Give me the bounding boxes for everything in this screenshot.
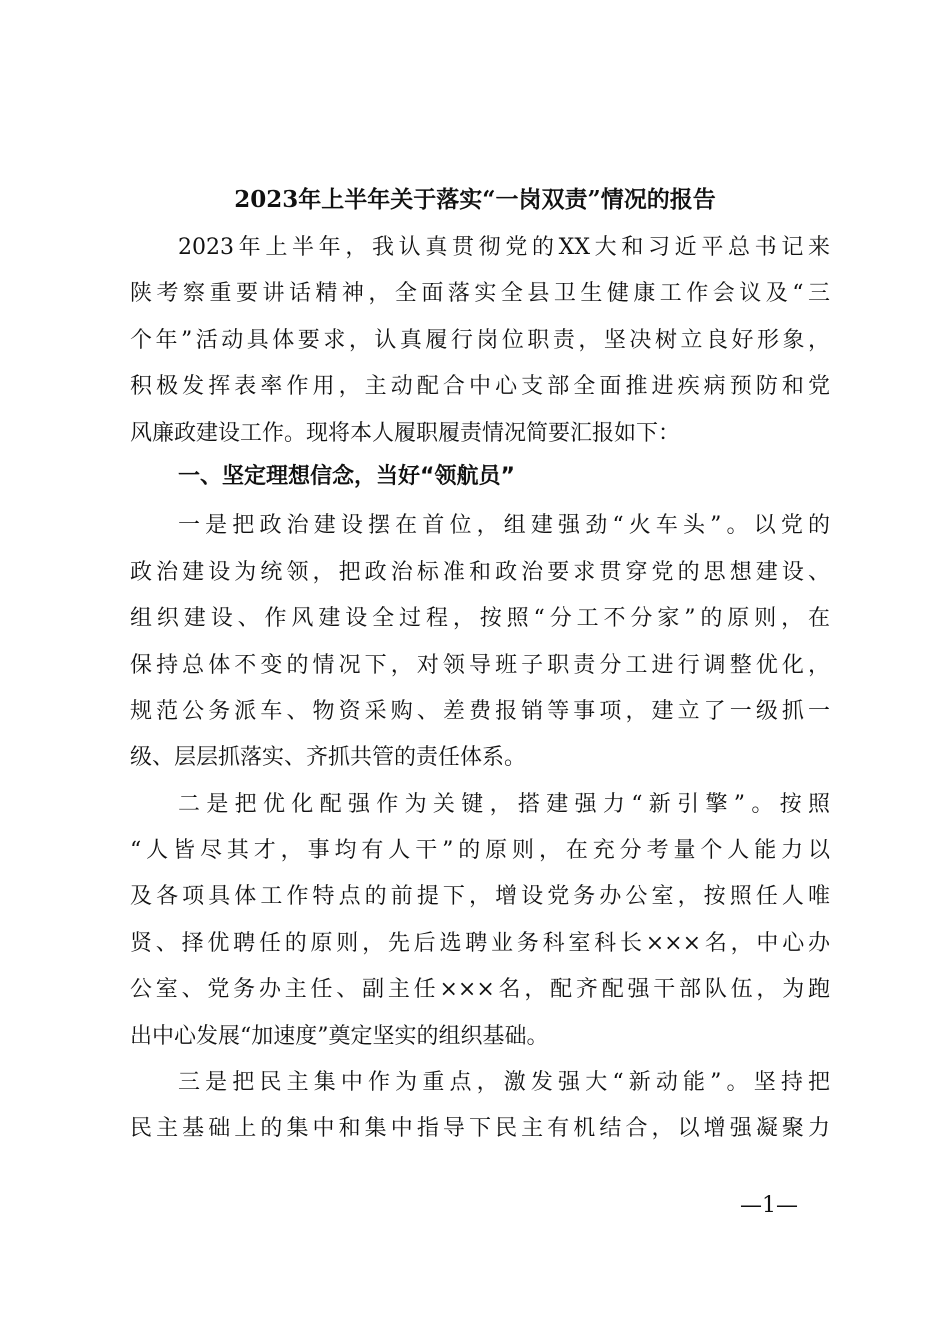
paragraph-line: 个年”活动具体要求，认真履行岗位职责，坚决树立良好形象， <box>130 327 830 353</box>
paragraph-line: 一是把政治建设摆在首位，组建强劲“火车头”。以党的 <box>178 513 830 539</box>
paragraph <box>130 503 830 781</box>
paragraph-line: 出中心发展“加速度”奠定坚实的组织基础。 <box>130 1023 549 1049</box>
paragraph-line: 积极发挥表率作用，主动配合中心支部全面推进疾病预防和党 <box>130 374 830 400</box>
paragraph <box>130 225 830 457</box>
paragraph-line: 2023年上半年，我认真贯彻党的XX大和习近平总书记来 <box>178 235 830 260</box>
section-heading <box>130 457 830 503</box>
paragraph-line: 民主基础上的集中和集中指导下民主有机结合，以增强凝聚力 <box>130 1116 830 1142</box>
paragraph-line: 规范公务派车、物资采购、差费报销等事项，建立了一级抓一 <box>130 698 830 724</box>
paragraph-line: 级、层层抓落实、齐抓共管的责任体系。 <box>130 745 527 771</box>
paragraph-line: 贤、择优聘任的原则，先后选聘业务科室科长×××名，中心办 <box>130 930 830 956</box>
paragraph-line: 政治建设为统领，把政治标准和政治要求贯穿党的思想建设、 <box>130 559 830 585</box>
document-body <box>130 225 830 1153</box>
paragraph-line: 陕考察重要讲话精神，全面落实全县卫生健康工作会议及“三 <box>130 281 830 307</box>
paragraph-line: 保持总体不变的情况下，对领导班子职责分工进行调整优化， <box>130 652 830 678</box>
paragraph-line: 风廉政建设工作。现将本人履职履责情况简要汇报如下： <box>130 420 681 446</box>
paragraph-line: 二是把优化配强作为关键，搭建强力“新引擎”。按照 <box>178 791 830 817</box>
paragraph-line: 三是把民主集中作为重点，激发强大“新动能”。坚持把 <box>178 1070 830 1096</box>
paragraph <box>130 782 830 1060</box>
paragraph <box>130 1060 830 1153</box>
paragraph-line: 及各项具体工作特点的前提下，增设党务办公室，按照任人唯 <box>130 884 830 910</box>
paragraph-line: 组织建设、作风建设全过程，按照“分工不分家”的原则，在 <box>130 606 830 632</box>
paragraph-line: “人皆尽其才，事均有人干”的原则，在充分考量个人能力以 <box>130 838 830 864</box>
heading-text: 一、坚定理想信念，当好“领航员” <box>178 463 515 489</box>
paragraph-line: 公室、党务办主任、副主任×××名，配齐配强干部队伍，为跑 <box>130 977 830 1003</box>
document-title: 2023年上半年关于落实“一岗双责”情况的报告 <box>234 186 716 213</box>
page-number: —1— <box>740 1193 798 1218</box>
